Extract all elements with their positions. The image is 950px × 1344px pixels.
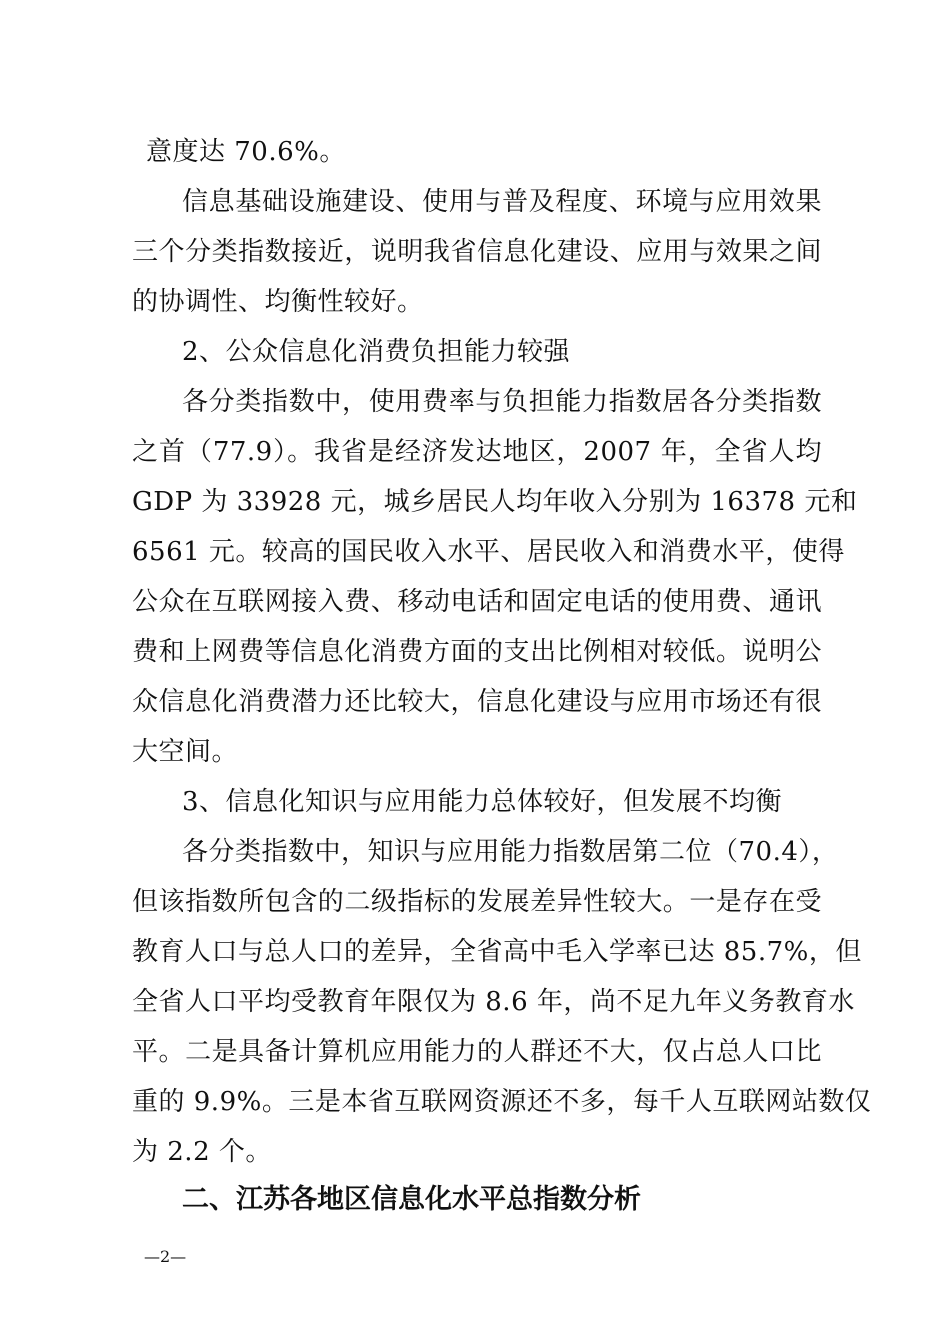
section-heading: 二、江苏各地区信息化水平总指数分析 — [182, 1184, 641, 1215]
paragraph-line: 众信息化消费潜力还比较大，信息化建设与应用市场还有很 — [132, 687, 822, 717]
paragraph-line: 为 2.2 个。 — [132, 1137, 272, 1167]
paragraph-line: 三个分类指数接近，说明我省信息化建设、应用与效果之间 — [132, 237, 822, 267]
paragraph-line: 之首（77.9）。我省是经济发达地区，2007 年，全省人均 — [132, 437, 822, 467]
paragraph-line: 6561 元。较高的国民收入水平、居民收入和消费水平，使得 — [132, 537, 845, 567]
paragraph-line: GDP 为 33928 元，城乡居民人均年收入分别为 16378 元和 — [132, 487, 858, 517]
paragraph-line: 公众在互联网接入费、移动电话和固定电话的使用费、通讯 — [132, 587, 822, 617]
subheading-knowledge: 3、信息化知识与应用能力总体较好，但发展不均衡 — [182, 787, 783, 817]
paragraph-line: 各分类指数中，使用费率与负担能力指数居各分类指数 — [182, 387, 822, 417]
paragraph-line: 重的 9.9%。三是本省互联网资源还不多，每千人互联网站数仅 — [132, 1087, 872, 1117]
paragraph-line: 平。二是具备计算机应用能力的人群还不大，仅占总人口比 — [132, 1037, 822, 1067]
paragraph-line: 费和上网费等信息化消费方面的支出比例相对较低。说明公 — [132, 637, 822, 667]
paragraph-line: 教育人口与总人口的差异，全省高中毛入学率已达 85.7%，但 — [132, 937, 862, 967]
paragraph-line: 各分类指数中，知识与应用能力指数居第二位（70.4）， — [182, 837, 839, 867]
paragraph-line: 但该指数所包含的二级指标的发展差异性较大。一是存在受 — [132, 887, 822, 917]
paragraph-line: 全省人口平均受教育年限仅为 8.6 年，尚不足九年义务教育水 — [132, 987, 855, 1017]
paragraph-line: 大空间。 — [132, 737, 239, 767]
subheading-consumption: 2、公众信息化消费负担能力较强 — [182, 337, 571, 367]
paragraph-line: 的协调性、均衡性较好。 — [132, 287, 424, 317]
page-number: —2— — [144, 1247, 187, 1266]
paragraph-line: 信息基础设施建设、使用与普及程度、环境与应用效果 — [182, 187, 822, 217]
paragraph-line: 意度达 70.6%。 — [146, 137, 346, 167]
